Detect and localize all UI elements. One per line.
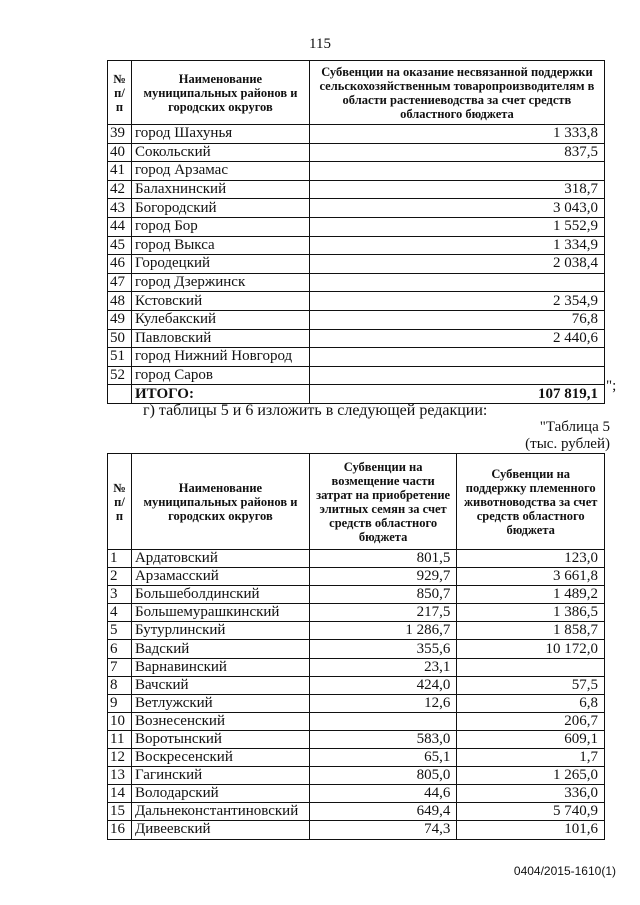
row-number: 7 xyxy=(108,658,132,676)
subsidy-value: 318,7 xyxy=(309,180,604,199)
district-name: город Нижний Новгород xyxy=(131,348,309,367)
seeds-subsidy-value: 929,7 xyxy=(309,568,456,586)
row-number: 9 xyxy=(108,694,132,712)
row-number: 1 xyxy=(108,550,132,568)
table-row xyxy=(108,749,605,767)
district-name: Воротынский xyxy=(131,730,309,748)
seeds-subsidy-value: 583,0 xyxy=(309,730,456,748)
livestock-subsidy-value xyxy=(457,658,605,676)
header-name: Наименование муниципальных районов и городских округов xyxy=(131,454,309,550)
row-number: 2 xyxy=(108,568,132,586)
row-number: 48 xyxy=(108,292,132,311)
seeds-subsidy-value: 217,5 xyxy=(309,604,456,622)
table-row xyxy=(108,676,605,694)
table-row xyxy=(108,767,605,785)
page-number: 115 xyxy=(309,36,331,52)
closing-quote: "; xyxy=(606,378,617,394)
row-number: 16 xyxy=(108,821,132,839)
district-name: Вачский xyxy=(131,676,309,694)
table-row xyxy=(108,180,605,199)
district-name: Дивеевский xyxy=(131,821,309,839)
district-name: город Выкса xyxy=(131,236,309,255)
livestock-subsidy-value: 609,1 xyxy=(457,730,605,748)
seeds-subsidy-value: 424,0 xyxy=(309,676,456,694)
livestock-subsidy-value: 123,0 xyxy=(457,550,605,568)
table-row xyxy=(108,604,605,622)
livestock-subsidy-value: 1 386,5 xyxy=(457,604,605,622)
table-caption xyxy=(525,419,610,453)
table-row xyxy=(108,640,605,658)
table-row xyxy=(108,143,605,162)
seeds-subsidy-value: 74,3 xyxy=(309,821,456,839)
table-row xyxy=(108,273,605,292)
district-name: Большеболдинский xyxy=(131,586,309,604)
table-row xyxy=(108,125,605,144)
row-number: 40 xyxy=(108,143,132,162)
table-row xyxy=(108,348,605,367)
row-number: 43 xyxy=(108,199,132,218)
subsidy-value: 837,5 xyxy=(309,143,604,162)
livestock-subsidy-value: 1 265,0 xyxy=(457,767,605,785)
seeds-subsidy-value: 23,1 xyxy=(309,658,456,676)
district-name: город Дзержинск xyxy=(131,273,309,292)
subsidy-value: 1 334,9 xyxy=(309,236,604,255)
district-name: Балахнинский xyxy=(131,180,309,199)
district-name: Вадский xyxy=(131,640,309,658)
district-name: Бутурлинский xyxy=(131,622,309,640)
subsidy-table-crop xyxy=(107,60,605,404)
district-name: Ветлужский xyxy=(131,694,309,712)
subsidy-value xyxy=(309,366,604,385)
row-number: 8 xyxy=(108,676,132,694)
row-number: 10 xyxy=(108,712,132,730)
livestock-subsidy-value: 1 858,7 xyxy=(457,622,605,640)
district-name: город Бор xyxy=(131,217,309,236)
total-label: ИТОГО: xyxy=(131,385,309,404)
district-name: Воскресенский xyxy=(131,749,309,767)
units-label: (тыс. рублей) xyxy=(525,436,610,452)
table-row xyxy=(108,586,605,604)
row-number: 11 xyxy=(108,730,132,748)
total-row xyxy=(108,385,605,404)
district-name: Большемурашкинский xyxy=(131,604,309,622)
row-number: 46 xyxy=(108,255,132,274)
seeds-subsidy-value: 1 286,7 xyxy=(309,622,456,640)
livestock-subsidy-value: 10 172,0 xyxy=(457,640,605,658)
subsidy-table-seeds-livestock xyxy=(107,453,605,840)
table-row xyxy=(108,366,605,385)
header-value: Субвенции на оказание несвязанной поддержки сельскохозяйственным товаропроизводителям в области растениеводства за счет средств областного бюджета xyxy=(309,61,604,125)
row-number: 45 xyxy=(108,236,132,255)
seeds-subsidy-value: 44,6 xyxy=(309,785,456,803)
district-name: Варнавинский xyxy=(131,658,309,676)
table-row xyxy=(108,217,605,236)
row-number: 6 xyxy=(108,640,132,658)
row-number: 41 xyxy=(108,162,132,181)
table-row xyxy=(108,821,605,839)
row-number: 50 xyxy=(108,329,132,348)
subsidy-value xyxy=(309,162,604,181)
livestock-subsidy-value: 5 740,9 xyxy=(457,803,605,821)
subsidy-value: 76,8 xyxy=(309,310,604,329)
table-row xyxy=(108,199,605,218)
livestock-subsidy-value: 3 661,8 xyxy=(457,568,605,586)
table-row xyxy=(108,730,605,748)
livestock-subsidy-value: 1,7 xyxy=(457,749,605,767)
table-row xyxy=(108,568,605,586)
table-row xyxy=(108,162,605,181)
district-name: Кстовский xyxy=(131,292,309,311)
row-number: 15 xyxy=(108,803,132,821)
district-name: Дальнеконстантиновский xyxy=(131,803,309,821)
district-name: Павловский xyxy=(131,329,309,348)
table-row xyxy=(108,550,605,568)
livestock-subsidy-value: 57,5 xyxy=(457,676,605,694)
row-number: 5 xyxy=(108,622,132,640)
header-num: № п/п xyxy=(108,61,132,125)
instruction-text: г) таблицы 5 и 6 изложить в следующей редакции: xyxy=(143,402,488,419)
table-row xyxy=(108,694,605,712)
livestock-subsidy-value: 336,0 xyxy=(457,785,605,803)
district-name: город Шахунья xyxy=(131,125,309,144)
row-number: 47 xyxy=(108,273,132,292)
row-number: 51 xyxy=(108,348,132,367)
subsidy-value xyxy=(309,348,604,367)
row-number: 13 xyxy=(108,767,132,785)
row-number: 44 xyxy=(108,217,132,236)
district-name: Вознесенский xyxy=(131,712,309,730)
district-name: Богородский xyxy=(131,199,309,218)
row-number: 4 xyxy=(108,604,132,622)
header-num: № п/п xyxy=(108,454,132,550)
table-row xyxy=(108,255,605,274)
subsidy-value: 2 038,4 xyxy=(309,255,604,274)
header-name: Наименование муниципальных районов и городских округов xyxy=(131,61,309,125)
subsidy-value: 1 333,8 xyxy=(309,125,604,144)
table-row xyxy=(108,329,605,348)
livestock-subsidy-value: 6,8 xyxy=(457,694,605,712)
district-name: город Арзамас xyxy=(131,162,309,181)
district-name: Городецкий xyxy=(131,255,309,274)
table-row xyxy=(108,236,605,255)
livestock-subsidy-value: 206,7 xyxy=(457,712,605,730)
total-num-cell xyxy=(108,385,132,404)
subsidy-value: 2 354,9 xyxy=(309,292,604,311)
seeds-subsidy-value: 12,6 xyxy=(309,694,456,712)
seeds-subsidy-value: 850,7 xyxy=(309,586,456,604)
district-name: Гагинский xyxy=(131,767,309,785)
seeds-subsidy-value xyxy=(309,712,456,730)
row-number: 49 xyxy=(108,310,132,329)
document-code: 0404/2015-1610(1) xyxy=(513,864,616,878)
table-row xyxy=(108,803,605,821)
subsidy-value: 3 043,0 xyxy=(309,199,604,218)
district-name: Володарский xyxy=(131,785,309,803)
seeds-subsidy-value: 65,1 xyxy=(309,749,456,767)
row-number: 42 xyxy=(108,180,132,199)
livestock-subsidy-value: 1 489,2 xyxy=(457,586,605,604)
subsidy-value: 1 552,9 xyxy=(309,217,604,236)
table-row xyxy=(108,712,605,730)
livestock-subsidy-value: 101,6 xyxy=(457,821,605,839)
district-name: Ардатовский xyxy=(131,550,309,568)
district-name: Кулебакский xyxy=(131,310,309,329)
row-number: 52 xyxy=(108,366,132,385)
district-name: Арзамасский xyxy=(131,568,309,586)
subsidy-value: 2 440,6 xyxy=(309,329,604,348)
subsidy-value xyxy=(309,273,604,292)
header-col1: Субвенции на возмещение части затрат на приобретение элитных семян за счет средств областного бюджета xyxy=(309,454,456,550)
row-number: 39 xyxy=(108,125,132,144)
table-row xyxy=(108,310,605,329)
table-row xyxy=(108,622,605,640)
row-number: 14 xyxy=(108,785,132,803)
seeds-subsidy-value: 805,0 xyxy=(309,767,456,785)
row-number: 3 xyxy=(108,586,132,604)
district-name: город Саров xyxy=(131,366,309,385)
table-row xyxy=(108,785,605,803)
table-row xyxy=(108,292,605,311)
row-number: 12 xyxy=(108,749,132,767)
seeds-subsidy-value: 801,5 xyxy=(309,550,456,568)
seeds-subsidy-value: 649,4 xyxy=(309,803,456,821)
district-name: Сокольский xyxy=(131,143,309,162)
table-label: "Таблица 5 xyxy=(539,419,610,435)
header-col2: Субвенции на поддержку племенного животноводства за счет средств областного бюджета xyxy=(457,454,605,550)
table-row xyxy=(108,658,605,676)
seeds-subsidy-value: 355,6 xyxy=(309,640,456,658)
total-value: 107 819,1 xyxy=(309,385,604,404)
